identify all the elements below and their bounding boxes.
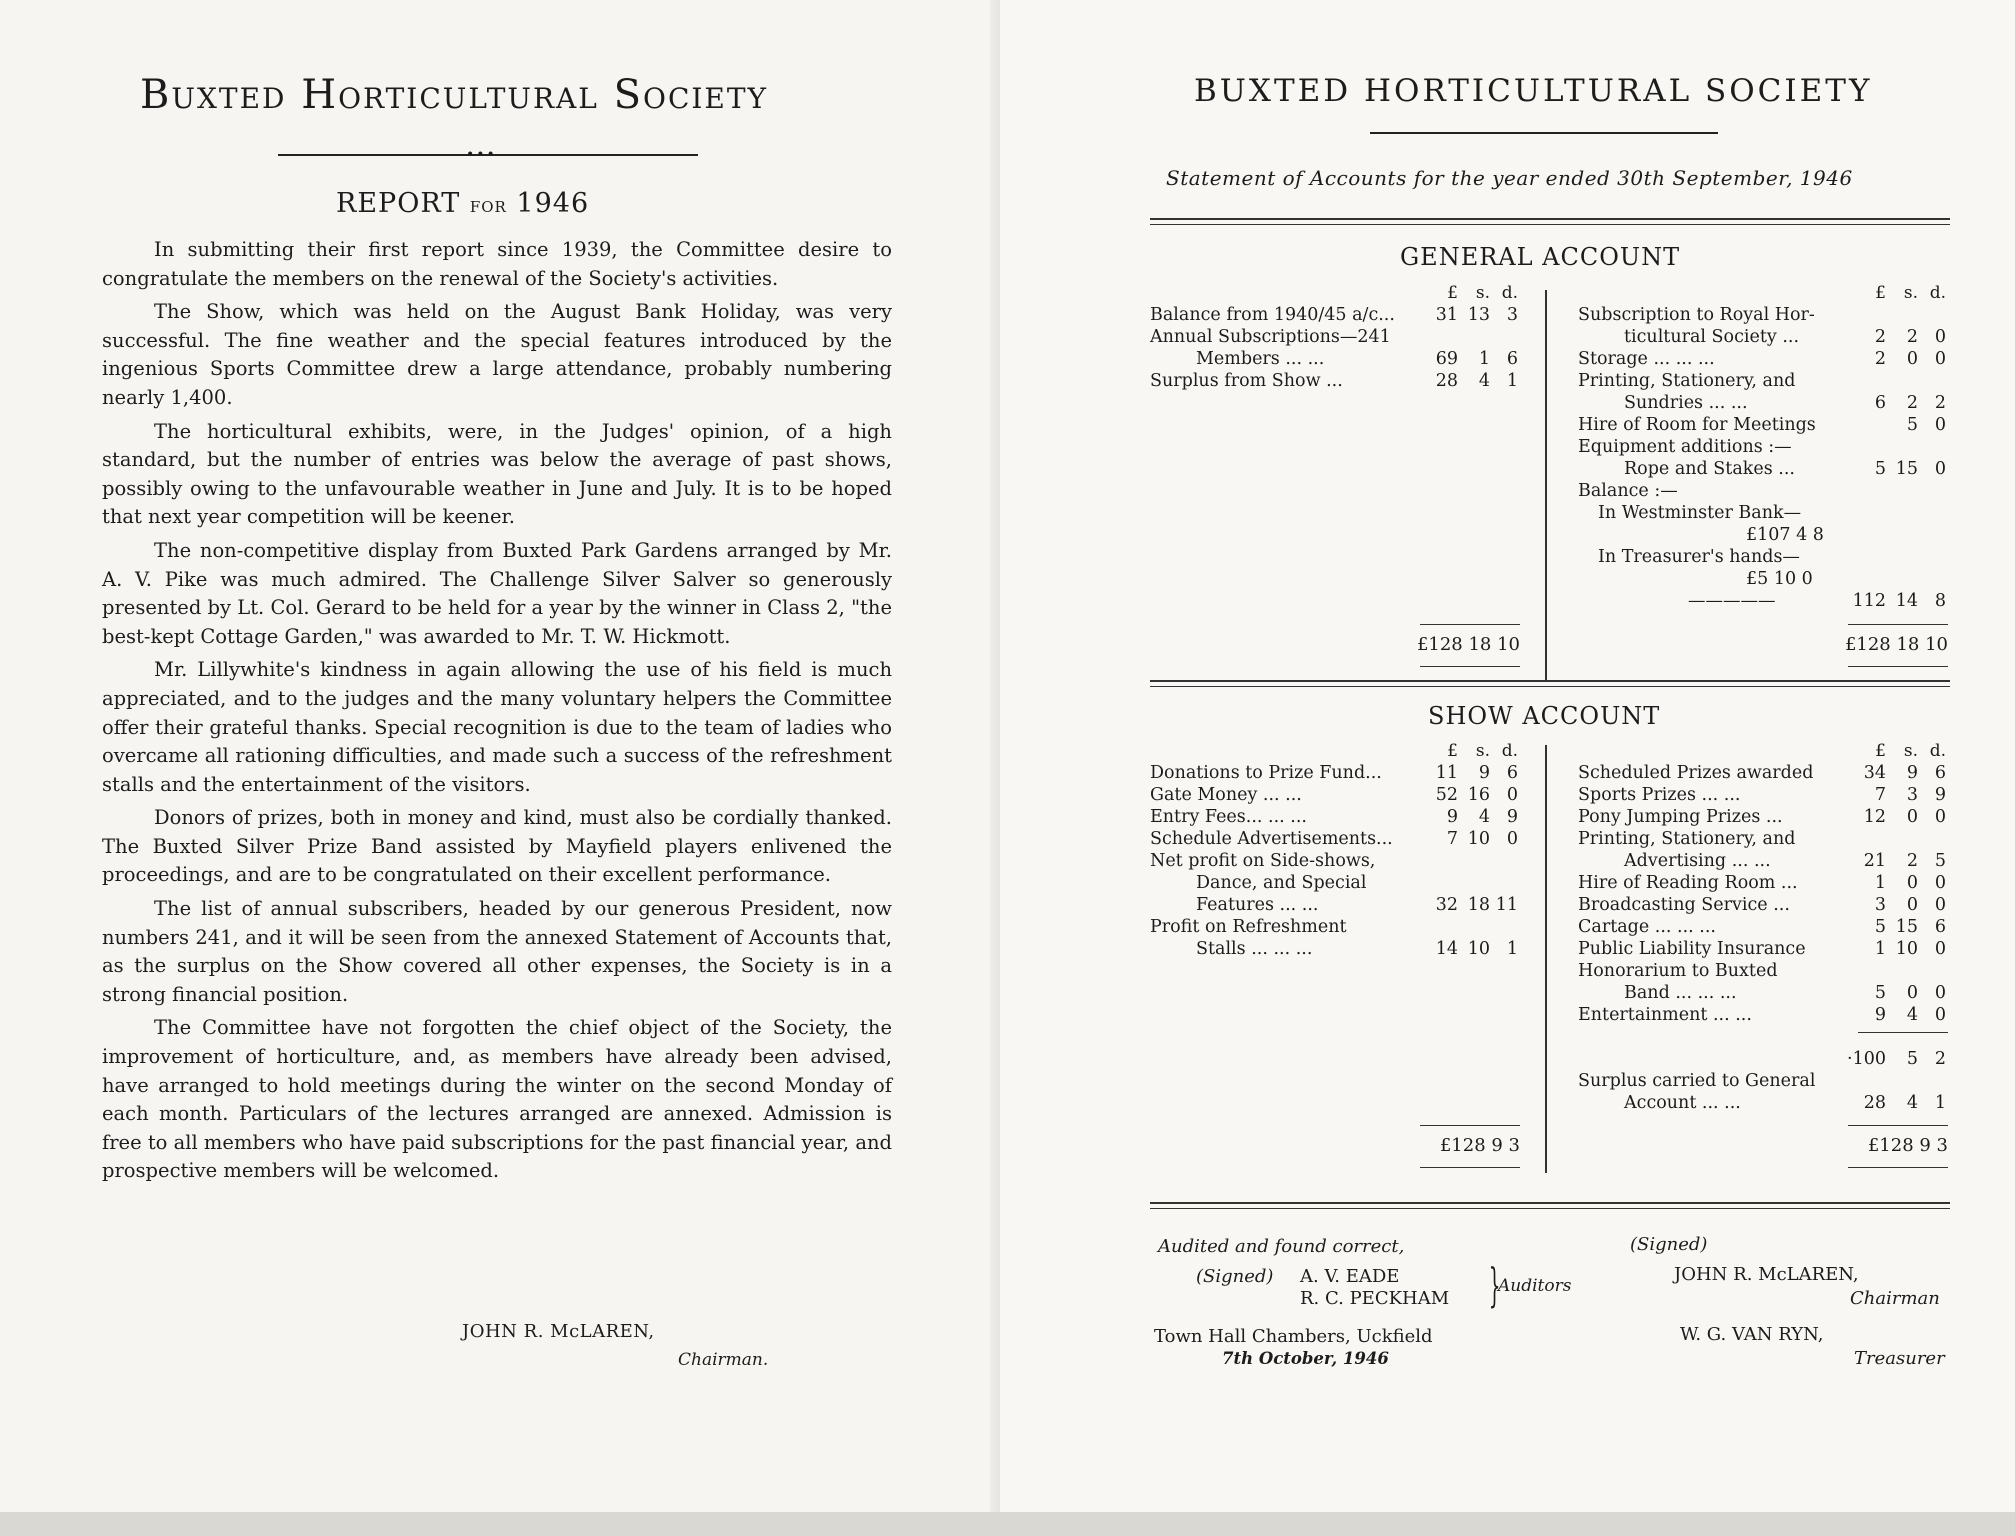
subtotal-pounds: ·100	[1847, 1049, 1886, 1069]
currency-header-cell: d.	[1929, 741, 1946, 761]
total-rule-top	[1848, 624, 1948, 625]
account-row	[1578, 894, 1948, 916]
amount-shillings: 10	[1895, 939, 1918, 959]
account-row-label: Donations to Prize Fund...	[1150, 763, 1382, 783]
account-row-label: Account ... ...	[1624, 1093, 1741, 1113]
account-row-label: Pony Jumping Prizes ...	[1578, 807, 1783, 827]
account-row-label: £5 10 0	[1746, 569, 1813, 589]
account-row	[1578, 916, 1948, 938]
amount-pounds: 69	[1435, 349, 1458, 369]
report-page-title: Buxted Horticultural Society	[140, 72, 769, 118]
amount-pence: 5	[1934, 851, 1946, 871]
amount-shillings: 13	[1467, 305, 1490, 325]
account-row-label: Storage ... ... ...	[1578, 349, 1715, 369]
amount-shillings: 9	[1478, 763, 1490, 783]
amount-shillings: 9	[1906, 763, 1918, 783]
amount-pounds: 14	[1435, 939, 1458, 959]
amount-pence: 9	[1934, 785, 1946, 805]
auditors-signed-label: (Signed)	[1196, 1266, 1274, 1287]
currency-header	[1150, 282, 1520, 304]
report-word: REPORT	[336, 188, 461, 219]
amount-pence: 0	[1934, 459, 1946, 479]
account-row-label: Entry Fees... ... ...	[1150, 807, 1307, 827]
amount-pounds: 1	[1874, 939, 1886, 959]
account-row-label: In Treasurer's hands—	[1598, 547, 1800, 567]
total-rule-bottom	[1848, 666, 1948, 667]
account-row-label: Hire of Room for Meetings	[1578, 415, 1816, 435]
account-row-label: —————	[1688, 591, 1776, 611]
amount-shillings: 0	[1906, 807, 1918, 827]
amount-pence: 0	[1934, 415, 1946, 435]
page-bottom-edge	[0, 1512, 2015, 1536]
auditor-eade: A. V. EADE	[1300, 1266, 1400, 1287]
amount-shillings: 4	[1906, 1093, 1918, 1113]
account-row	[1150, 894, 1520, 916]
account-row	[1578, 872, 1948, 894]
account-row	[1578, 304, 1948, 326]
amount-shillings: 0	[1906, 349, 1918, 369]
amount-shillings: 1	[1478, 349, 1490, 369]
account-row-label: Scheduled Prizes awarded	[1578, 763, 1814, 783]
account-row-label: Balance :—	[1578, 481, 1678, 501]
account-row-label: Public Liability Insurance	[1578, 939, 1806, 959]
amount-pence: 6	[1934, 917, 1946, 937]
account-row	[1578, 414, 1948, 436]
amount-pence: 8	[1934, 591, 1946, 611]
account-row	[1578, 546, 1948, 568]
amount-pounds: 31	[1435, 305, 1458, 325]
account-row-label: Printing, Stationery, and	[1578, 371, 1796, 391]
account-row	[1578, 1004, 1948, 1026]
amount-pence: 0	[1934, 873, 1946, 893]
amount-pence: 0	[1506, 829, 1518, 849]
account-row-label: Cartage ... ... ...	[1578, 917, 1716, 937]
currency-header-cell: £	[1875, 741, 1886, 761]
audited-statement: Audited and found correct,	[1158, 1236, 1405, 1257]
currency-header-cell: £	[1875, 283, 1886, 303]
amount-pence: 11	[1495, 895, 1518, 915]
amount-shillings: 4	[1906, 1005, 1918, 1025]
amount-shillings: 0	[1906, 895, 1918, 915]
report-paragraph: The horticultural exhibits, were, in the Judges' opinion, of a high standard, but the number of entries was below the average of past shows, possibly owing to the unfavourable weather in June and July. It is to be hoped that next year competition will be keener.	[102, 419, 892, 529]
amount-pence: 0	[1934, 349, 1946, 369]
total-rule-bottom	[1420, 1167, 1520, 1168]
account-row	[1150, 304, 1520, 326]
currency-header-cell: d.	[1501, 741, 1518, 761]
amount-shillings: 16	[1467, 785, 1490, 805]
double-rule-top	[1150, 218, 1950, 225]
account-row-label: Equipment additions :—	[1578, 437, 1792, 457]
amount-pence: 3	[1506, 305, 1518, 325]
show-account-payments	[1578, 740, 1948, 1156]
amount-shillings: 2	[1906, 327, 1918, 347]
amount-shillings: 15	[1895, 917, 1918, 937]
account-row-label: Broadcasting Service ...	[1578, 895, 1790, 915]
left-page	[0, 0, 1000, 1520]
currency-header-cell: £	[1447, 741, 1458, 761]
currency-header	[1150, 740, 1520, 762]
account-row	[1150, 938, 1520, 960]
account-row	[1578, 1070, 1948, 1092]
amount-pounds: 5	[1874, 917, 1886, 937]
amount-shillings: 18	[1467, 895, 1490, 915]
amount-shillings: 0	[1906, 983, 1918, 1003]
accounts-title-rule	[1370, 132, 1718, 134]
chairman-role: Chairman	[1850, 1288, 1940, 1309]
amount-pounds: 6	[1874, 393, 1886, 413]
amount-pence: 6	[1506, 763, 1518, 783]
currency-header	[1578, 282, 1948, 304]
amount-shillings: 10	[1467, 829, 1490, 849]
account-total: £128 18 10	[1416, 634, 1520, 655]
currency-header-cell: d.	[1501, 283, 1518, 303]
amount-shillings: 3	[1906, 785, 1918, 805]
chairman-name: JOHN R. McLAREN,	[1674, 1264, 1859, 1285]
auditors-label: Auditors	[1498, 1276, 1572, 1296]
account-row-label: Dance, and Special	[1196, 873, 1367, 893]
account-row-label: Advertising ... ...	[1624, 851, 1771, 871]
amount-pence: 0	[1506, 785, 1518, 805]
general-account-payments	[1578, 282, 1948, 655]
amount-pounds: 5	[1874, 983, 1886, 1003]
report-paragraph: Donors of prizes, both in money and kind, must also be cordially thanked. The Buxted Silver Prize Band assisted by Mayfield players enlivened the proceedings, and are to be congratulated on their excellent performance.	[102, 806, 892, 887]
amount-pounds: 1	[1874, 873, 1886, 893]
account-row	[1578, 762, 1948, 784]
show-account-heading: SHOW ACCOUNT	[1428, 702, 1661, 730]
account-row-label: Members ... ...	[1196, 349, 1325, 369]
amount-shillings: 2	[1906, 851, 1918, 871]
account-row-label: Balance from 1940/45 a/c...	[1150, 305, 1395, 325]
amount-pounds: 21	[1863, 851, 1886, 871]
account-row	[1578, 960, 1948, 982]
amount-pounds: 2	[1874, 327, 1886, 347]
amount-pence: 0	[1934, 1005, 1946, 1025]
currency-header-cell: s.	[1475, 283, 1490, 303]
currency-header-cell: d.	[1929, 283, 1946, 303]
account-row	[1150, 828, 1520, 850]
subtotal-row	[1578, 1048, 1948, 1070]
account-row	[1578, 524, 1948, 546]
account-row	[1150, 806, 1520, 828]
account-row-label: Band ... ... ...	[1624, 983, 1737, 1003]
account-row	[1578, 590, 1948, 612]
report-year: 1946	[516, 188, 590, 219]
account-row	[1578, 348, 1948, 370]
currency-header-cell: s.	[1475, 741, 1490, 761]
amount-shillings: 14	[1895, 591, 1918, 611]
account-row-label: Subscription to Royal Hor-	[1578, 305, 1815, 325]
account-row	[1578, 326, 1948, 348]
account-total: £128 9 3	[1439, 1135, 1520, 1156]
subtotal-rule	[1858, 1032, 1948, 1033]
account-row	[1150, 872, 1520, 894]
treasurer-name: W. G. VAN RYN,	[1680, 1324, 1824, 1345]
accounts-subtitle: Statement of Accounts for the year ended 30th September, 1946	[1166, 166, 1853, 190]
show-account-receipts	[1150, 740, 1520, 1156]
account-row-label: Hire of Reading Room ...	[1578, 873, 1798, 893]
currency-header-cell: s.	[1903, 741, 1918, 761]
amount-pounds: 7	[1446, 829, 1458, 849]
report-for: for	[469, 193, 507, 217]
amount-pounds: 5	[1874, 459, 1886, 479]
report-paragraph: Mr. Lillywhite's kindness in again allowing the use of his field is much appreciated, and to the judges and the many voluntary helpers the Committee offer their grateful thanks. Special recognition is due to the team of ladies who overcame all rationing difficulties, and made such a success of the refreshment stalls and the entertainment of the visitors.	[102, 658, 892, 796]
account-row	[1578, 502, 1948, 524]
report-paragraph: The Committee have not forgotten the chief object of the Society, the improvement of horticulture, and, as members have already been advised, have arranged to hold meetings during the winter on the second Monday of each month. Particulars of the lectures arranged are annexed. Admission is free to all members who have paid subscriptions for the past financial year, and prospective members will be welcomed.	[102, 1016, 892, 1183]
report-paragraph: The non-competitive display from Buxted Park Gardens arranged by Mr. A. V. Pike was much admired. The Challenge Silver Salver so generously presented by Lt. Col. Gerard to be held for a year by the winner in Class 2, "the best-kept Cottage Garden," was awarded to Mr. T. W. Hickmott.	[102, 538, 892, 648]
amount-pence: 0	[1934, 327, 1946, 347]
general-account-receipts	[1150, 282, 1520, 655]
account-row-label: Features ... ...	[1196, 895, 1319, 915]
amount-pence: 9	[1506, 807, 1518, 827]
auditors-brace: }	[1488, 1258, 1501, 1312]
auditors-address: Town Hall Chambers, Uckfield	[1154, 1326, 1433, 1347]
account-row	[1150, 916, 1520, 938]
account-row	[1578, 370, 1948, 392]
amount-pounds: 52	[1435, 785, 1458, 805]
amount-pounds: 34	[1863, 763, 1886, 783]
account-row-label: Annual Subscriptions—241	[1150, 327, 1391, 347]
account-row	[1578, 806, 1948, 828]
amount-shillings: 15	[1895, 459, 1918, 479]
total-rule-top	[1420, 1125, 1520, 1126]
amount-pounds: 2	[1874, 349, 1886, 369]
account-row-label: Printing, Stationery, and	[1578, 829, 1796, 849]
report-paragraph: In submitting their first report since 1939, the Committee desire to congratulate the members on the renewal of the Society's activities.	[102, 238, 892, 290]
account-row	[1578, 568, 1948, 590]
account-row-label: Honorarium to Buxted	[1578, 961, 1778, 981]
account-row	[1578, 458, 1948, 480]
amount-pence: 6	[1506, 349, 1518, 369]
report-body	[102, 236, 892, 1191]
amount-pence: 1	[1506, 939, 1518, 959]
amount-shillings: 4	[1478, 807, 1490, 827]
signatory-name: JOHN R. McLAREN,	[462, 1321, 655, 1342]
amount-pounds: 7	[1874, 785, 1886, 805]
amount-pounds: 112	[1852, 591, 1886, 611]
amount-pounds: 9	[1874, 1005, 1886, 1025]
amount-shillings: 2	[1906, 393, 1918, 413]
amount-pence: 2	[1934, 393, 1946, 413]
report-paragraph: The list of annual subscribers, headed by our generous President, now numbers 241, and it will be seen from the annexed Statement of Accounts that, as the surplus on the Show covered all other expenses, the Society is in a strong financial position.	[102, 897, 892, 1006]
amount-shillings: 0	[1906, 873, 1918, 893]
account-row	[1578, 850, 1948, 872]
account-total: £128 9 3	[1867, 1135, 1948, 1156]
amount-pence: 0	[1934, 895, 1946, 915]
amount-pounds: 32	[1435, 895, 1458, 915]
subtotal-rule-row	[1578, 1026, 1948, 1048]
account-row-label: In Westminster Bank—	[1598, 503, 1802, 523]
account-row-label: Stalls ... ... ...	[1196, 939, 1313, 959]
total-rule-bottom	[1420, 666, 1520, 667]
total-rule-top	[1420, 624, 1520, 625]
account-row-label: Profit on Refreshment	[1150, 917, 1347, 937]
amount-pence: 0	[1934, 983, 1946, 1003]
account-row-label: Rope and Stakes ...	[1624, 459, 1795, 479]
account-row	[1578, 828, 1948, 850]
account-total: £128 18 10	[1844, 634, 1948, 655]
amount-pence: 0	[1934, 939, 1946, 959]
amount-pounds: 28	[1863, 1093, 1886, 1113]
amount-pence: 1	[1506, 371, 1518, 391]
amount-shillings: 10	[1467, 939, 1490, 959]
account-row-label: Surplus from Show ...	[1150, 371, 1343, 391]
double-rule-middle	[1150, 680, 1950, 687]
rule-ornament: •••	[466, 147, 497, 163]
account-row-label: Gate Money ... ...	[1150, 785, 1302, 805]
account-row	[1150, 762, 1520, 784]
account-row	[1578, 436, 1948, 458]
currency-header	[1578, 740, 1948, 762]
subtotal-shillings: 5	[1906, 1049, 1918, 1069]
double-rule-bottom	[1150, 1202, 1950, 1209]
account-row-label: Sundries ... ...	[1624, 393, 1748, 413]
subtotal-pence: 2	[1934, 1049, 1946, 1069]
treasurer-role: Treasurer	[1854, 1348, 1945, 1369]
account-row	[1150, 326, 1520, 348]
account-row-label: Net profit on Side-shows,	[1150, 851, 1376, 871]
amount-pounds: 12	[1863, 807, 1886, 827]
general-account-heading: GENERAL ACCOUNT	[1400, 243, 1681, 271]
signatory-role: Chairman.	[678, 1350, 769, 1370]
total-rule-bottom	[1848, 1167, 1948, 1168]
amount-pounds: 11	[1435, 763, 1458, 783]
amount-pence: 6	[1934, 763, 1946, 783]
audit-date: 7th October, 1946	[1222, 1349, 1389, 1368]
show-account-divider	[1545, 745, 1547, 1173]
amount-shillings: 4	[1478, 371, 1490, 391]
accounts-page-title: BUXTED HORTICULTURAL SOCIETY	[1194, 73, 1873, 109]
officers-signed-label: (Signed)	[1630, 1234, 1708, 1255]
account-row	[1150, 850, 1520, 872]
account-row	[1150, 348, 1520, 370]
total-rule-top	[1848, 1125, 1948, 1126]
account-row-label: ticultural Society ...	[1624, 327, 1800, 347]
account-row	[1578, 784, 1948, 806]
account-row	[1578, 480, 1948, 502]
amount-pounds: 3	[1874, 895, 1886, 915]
account-row	[1578, 1092, 1948, 1114]
amount-pounds: 9	[1446, 807, 1458, 827]
amount-pence: 1	[1934, 1093, 1946, 1113]
amount-pence: 0	[1934, 807, 1946, 827]
account-row	[1578, 392, 1948, 414]
account-row	[1150, 370, 1520, 392]
account-row-label: Sports Prizes ... ...	[1578, 785, 1741, 805]
account-row-label: Schedule Advertisements...	[1150, 829, 1393, 849]
account-row	[1150, 784, 1520, 806]
account-row-label: Entertainment ... ...	[1578, 1005, 1752, 1025]
currency-header-cell: s.	[1903, 283, 1918, 303]
account-row	[1578, 982, 1948, 1004]
report-heading	[336, 188, 736, 219]
account-row-label: Surplus carried to General	[1578, 1071, 1816, 1091]
auditor-peckham: R. C. PECKHAM	[1300, 1288, 1450, 1309]
account-row	[1578, 938, 1948, 960]
report-paragraph: The Show, which was held on the August Bank Holiday, was very successful. The fine weather and the special features introduced by the ingenious Sports Committee drew a large attendance, probably numbering nearly 1,400.	[102, 300, 892, 409]
amount-shillings: 5	[1906, 415, 1918, 435]
amount-pounds: 28	[1435, 371, 1458, 391]
general-account-divider	[1545, 290, 1547, 680]
currency-header-cell: £	[1447, 283, 1458, 303]
account-row-label: £107 4 8	[1746, 525, 1824, 545]
